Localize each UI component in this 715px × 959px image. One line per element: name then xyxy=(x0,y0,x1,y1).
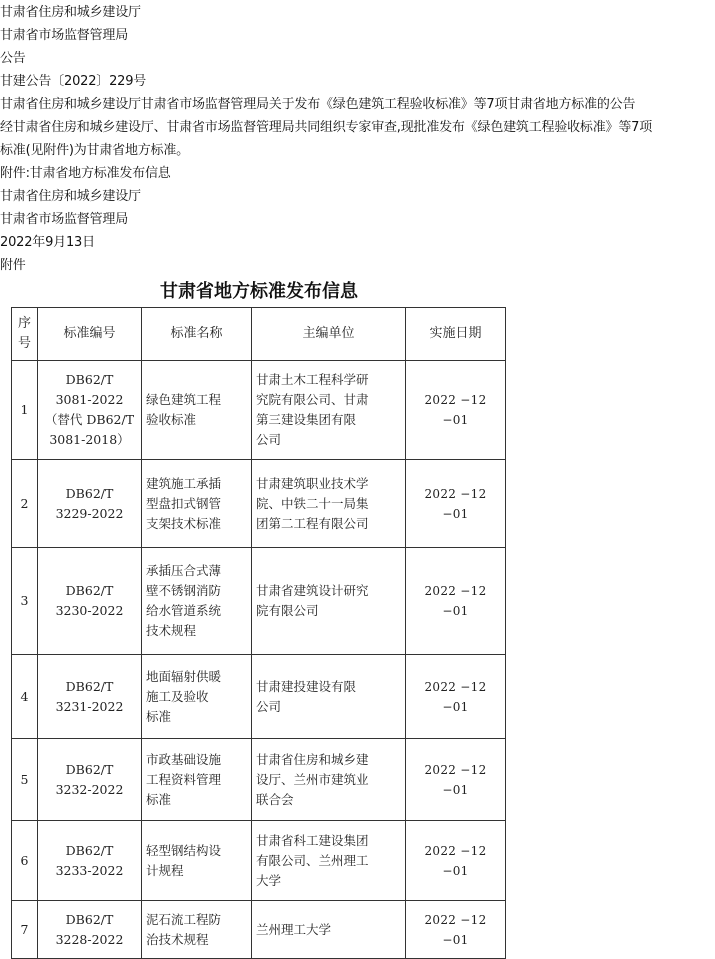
row-no: 1 xyxy=(12,361,38,460)
table-row xyxy=(12,821,506,901)
doc-heading: 甘肃省住房和城乡建设厅甘肃省市场监督管理局关于发布《绿色建筑工程验收标准》等7项甘肃省地方标准的公告 xyxy=(0,97,636,112)
table-row xyxy=(12,361,506,460)
row-org: 甘肃建筑职业技术学 院、中铁二十一局集 团第二工程有限公司 xyxy=(252,460,406,548)
table-row xyxy=(12,655,506,739)
header-org: 主编单位 xyxy=(252,308,406,361)
table-row xyxy=(12,460,506,548)
table-row xyxy=(12,901,506,959)
row-code: DB62/T 3081-2022 （替代 DB62/T 3081-2018） xyxy=(38,361,142,460)
row-no: 4 xyxy=(12,655,38,739)
row-code: DB62/T 3229-2022 xyxy=(38,460,142,548)
body-line-2: 标准(见附件)为甘肃省地方标准。 xyxy=(0,143,189,158)
row-date: 2022 −12 −01 xyxy=(406,460,506,548)
row-org: 甘肃省建筑设计研究 院有限公司 xyxy=(252,548,406,655)
row-date: 2022 −12 −01 xyxy=(406,655,506,739)
row-code: DB62/T 3232-2022 xyxy=(38,739,142,821)
attachment-note: 附件:甘肃省地方标准发布信息 xyxy=(0,166,171,181)
table-row xyxy=(12,739,506,821)
row-name: 承插压合式薄 壁不锈钢消防 给水管道系统 技术规程 xyxy=(142,548,252,655)
table-header-row xyxy=(12,308,506,361)
row-date: 2022 −12 −01 xyxy=(406,548,506,655)
row-date: 2022 −12 −01 xyxy=(406,821,506,901)
row-name: 地面辐射供暖 施工及验收 标准 xyxy=(142,655,252,739)
row-org: 甘肃省科工建设集团 有限公司、兰州理工 大学 xyxy=(252,821,406,901)
row-date: 2022 −12 −01 xyxy=(406,361,506,460)
attachment-label: 附件 xyxy=(0,258,26,273)
header-date: 实施日期 xyxy=(406,308,506,361)
row-name: 绿色建筑工程 验收标准 xyxy=(142,361,252,460)
row-name: 泥石流工程防 治技术规程 xyxy=(142,901,252,959)
header-name: 标准名称 xyxy=(142,308,252,361)
doc-number: 甘建公告〔2022〕229号 xyxy=(0,74,147,89)
signature-issuer-2: 甘肃省市场监督管理局 xyxy=(0,212,129,227)
row-org: 甘肃建投建设有限 公司 xyxy=(252,655,406,739)
table-title: 甘肃省地方标准发布信息 xyxy=(160,281,358,302)
row-no: 6 xyxy=(12,821,38,901)
row-code: DB62/T 3231-2022 xyxy=(38,655,142,739)
row-date: 2022 −12 −01 xyxy=(406,901,506,959)
row-name: 市政基础设施 工程资料管理 标准 xyxy=(142,739,252,821)
row-no: 7 xyxy=(12,901,38,959)
issue-date: 2022年9月13日 xyxy=(0,235,95,250)
row-name: 建筑施工承插 型盘扣式钢管 支架技术标准 xyxy=(142,460,252,548)
row-no: 2 xyxy=(12,460,38,548)
row-no: 5 xyxy=(12,739,38,821)
row-org: 兰州理工大学 xyxy=(252,901,406,959)
standards-table xyxy=(11,307,506,959)
row-name: 轻型钢结构设 计规程 xyxy=(142,821,252,901)
issuer-line-1: 甘肃省住房和城乡建设厅 xyxy=(0,5,141,20)
row-org: 甘肃土木工程科学研 究院有限公司、甘肃 第三建设集团有限 公司 xyxy=(252,361,406,460)
body-line-1: 经甘肃省住房和城乡建设厅、甘肃省市场监督管理局共同组织专家审查,现批准发布《绿色建筑工程验收标准》等7项 xyxy=(0,120,653,135)
row-date: 2022 −12 −01 xyxy=(406,739,506,821)
row-code: DB62/T 3230-2022 xyxy=(38,548,142,655)
row-code: DB62/T 3233-2022 xyxy=(38,821,142,901)
row-org: 甘肃省住房和城乡建 设厅、兰州市建筑业 联合会 xyxy=(252,739,406,821)
doc-type: 公告 xyxy=(0,51,26,66)
signature-issuer-1: 甘肃省住房和城乡建设厅 xyxy=(0,189,141,204)
issuer-line-2: 甘肃省市场监督管理局 xyxy=(0,28,129,43)
row-no: 3 xyxy=(12,548,38,655)
table-row xyxy=(12,548,506,655)
header-no: 序 号 xyxy=(12,308,38,361)
row-code: DB62/T 3228-2022 xyxy=(38,901,142,959)
header-code: 标准编号 xyxy=(38,308,142,361)
